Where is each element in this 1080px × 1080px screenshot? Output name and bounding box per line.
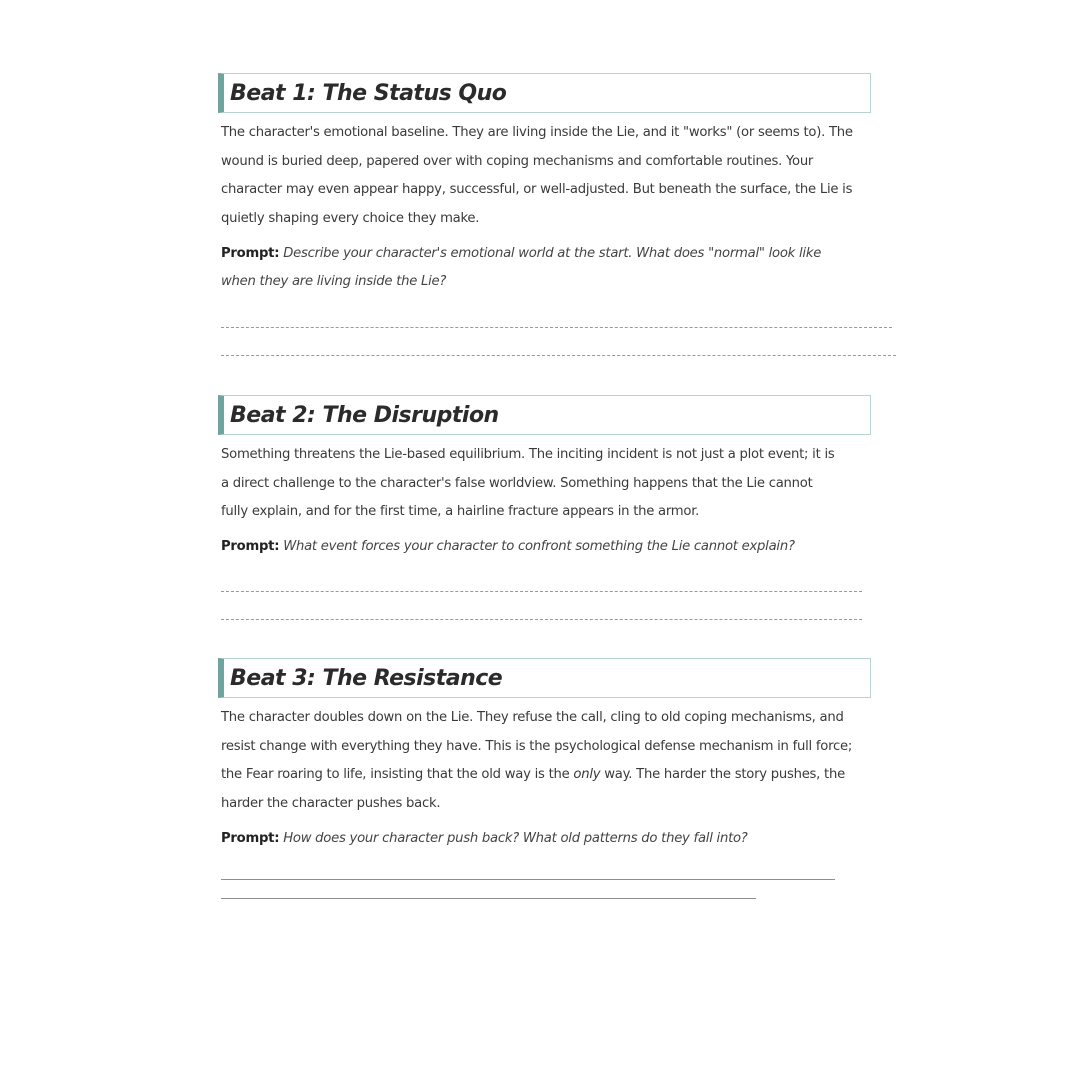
beat-1-description: The character's emotional baseline. They are living inside the Lie, and it "works" (or seems to). The wound is buried deep, papered over with coping mechanisms and comfortable routines. Your character may even appear happy, successful, or well-adjusted. But beneath the surface, the Lie is quietly shaping every choice they make. (221, 125, 853, 227)
prompt-text: Describe your character's emotional world at the start. What does "normal" look like when they are living inside the Lie? (221, 245, 822, 289)
beat-2-title: Beat 2: The Disruption (230, 402, 499, 428)
prompt-label: Prompt: (221, 539, 280, 555)
beat-2-description: Something threatens the Lie-based equilibrium. The inciting incident is not just a plot event; it is a direct challenge to the character's false worldview. Something happens that the Lie cannot fully explain, and for the first time, a hairline fracture appears in the armor. (221, 447, 835, 520)
body-text: The character doubles down on the Lie. They refuse the call, cling to old coping mechanisms, and resist change with everything they have. This is the psychological defense mechanism in full force; the Fear roaring to life, insisting that the old way is the (221, 710, 853, 783)
beat-1-title: Beat 1: The Status Quo (230, 80, 507, 106)
beat-1-section (218, 73, 918, 296)
answer-line[interactable] (221, 355, 896, 356)
emphasis-text: only (573, 767, 601, 783)
beat-2-heading-box (218, 395, 871, 435)
body-text: way. The harder the story pushes, the harder the character pushes back. (221, 767, 845, 812)
beat-3-heading-box (218, 658, 871, 698)
beat-3-prompt (221, 825, 861, 853)
prompt-label: Prompt: (221, 245, 280, 261)
answer-line[interactable] (221, 591, 862, 592)
prompt-text: What event forces your character to confront something the Lie cannot explain? (283, 539, 795, 555)
beat-3-section (218, 658, 918, 853)
answer-line[interactable] (221, 327, 892, 328)
prompt-label: Prompt: (221, 830, 280, 846)
beat-2-prompt (221, 533, 861, 561)
beat-2-section (218, 395, 918, 561)
answer-line[interactable] (221, 898, 756, 899)
beat-3-title: Beat 3: The Resistance (230, 665, 503, 691)
answer-line[interactable] (221, 879, 835, 880)
beat-3-description (221, 704, 866, 819)
answer-line[interactable] (221, 619, 862, 620)
prompt-text: How does your character push back? What old patterns do they fall into? (283, 830, 748, 846)
beat-1-prompt (221, 240, 851, 296)
beat-1-heading-box (218, 73, 871, 113)
